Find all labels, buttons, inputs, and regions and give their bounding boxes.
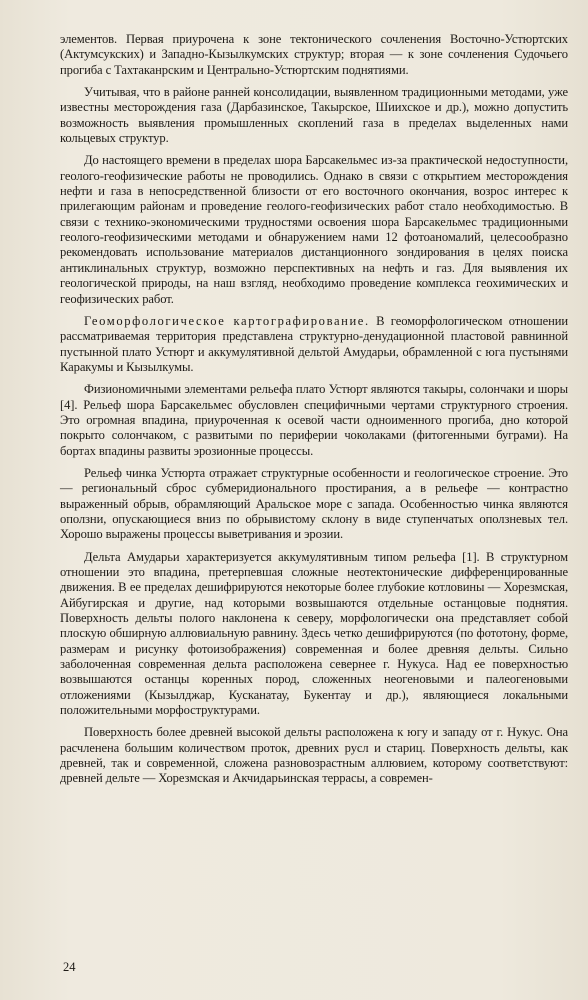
paragraph-8: Поверхность более древней высокой дельты расположена к югу и западу от г. Нукус. Она расчленена большим количеством проток, древних русл и стариц. Поверхность дельты, как древней, так и современной, сложена разновозрастным аллювием, которому соответствуют: древней дельте — Хорезмская и Акчидарьинская террасы, а современ- xyxy=(60,725,568,786)
page-number: 24 xyxy=(63,960,76,974)
paragraph-7: Дельта Амударьи характеризуется аккумулятивным типом рельефа [1]. В структурном отношении это впадина, претерпевшая сложные неотектонические дифференцированные движения. В ее пределах дешифрируются некоторые более глубокие котловины — Хорезмская, Айбугирская и другие, над которыми возвышаются отдельные останцовые поднятия. Поверхность дельты полого наклонена к северу, морфологически она представляет собой плоскую обширную аллювиальную равнину. Здесь четко дешифрируются (по фототону, форме, размерам и рисунку фотоизображения) современная и более древняя дельты. Сильно заболоченная современная дельта расположена севернее г. Нукуса. Над ее поверхностью возвышаются останцы коренных пород, сложенных неогеновыми и палеогеновыми отложениями (Кызылджар, Кусканатау, Букентау и др.), являющиеся локальными положительными морфоструктурами. xyxy=(60,549,568,718)
section-heading: Геоморфологическое картографирование. xyxy=(84,313,370,328)
paragraph-4 xyxy=(60,314,568,375)
paragraph-1: элементов. Первая приурочена к зоне тектонического сочленения Восточно-Устюртских (Актумсукских) и Западно-Кызылкумских структур; вторая — к зоне сочленения Судочьего прогиба с Тахтаканрским и Центрально-Устюртским поднятиями. xyxy=(60,32,568,77)
paragraph-4-body: В геоморфологическом отношении рассматриваемая территория представлена структурно-денудационной пластовой равнинной пустынной плато Устюрт и аккумулятивной дельтой Амударьи, обрамленной с юга пустынями Каракумы и Кызылкумы. xyxy=(60,313,568,374)
paragraph-3: До настоящего времени в пределах шора Барсакельмес из-за практической недоступности, геолого-геофизические работы не проводились. Однако в связи с открытием месторождения нефти и газа в непосредственной близости от его восточного окончания, возрос интерес к прилегающим районам и проведение геолого-геофизических работ стало необходимостью. В связи с технико-экономическими трудностями освоения шора Барсакельмес традиционными геолого-геофизическими методами и обнаружением нами 12 фотоаномалий, целесообразно рекомендовать использование материалов дистанционного зондирования в целях поиска антиклинальных структур, возможно перспективных на нефть и газ. Для выявления их геологической природы, на наш взгляд, необходимо проведение комплекса геохимических и геофизических работ. xyxy=(60,153,568,306)
body-text xyxy=(60,32,568,794)
paragraph-6: Рельеф чинка Устюрта отражает структурные особенности и геологическое строение. Это — региональный сброс субмеридионального простирания, а в рельефе — контрастно выраженный обрыв, обрамляющий Аральское море с запада. Особенностью чинка являются оползни, опускающиеся вниз по обрывистому склону в виде ступенчатых оползневых тел. Хорошо выражены процессы выветривания и эрозии. xyxy=(60,465,568,542)
paragraph-5: Физиономичными элементами рельефа плато Устюрт являются такыры, солончаки и шоры [4]. Рельеф шора Барсакельмес обусловлен специфичными чертами структурного строения. Это огромная впадина, приуроченная к осевой части одноименного прогиба, дно которой покрыто солончаком, с развитыми по периферии чоколаками (фитогенными буграми). На бортах впадины развиты эрозионные процессы. xyxy=(60,382,568,458)
paragraph-2: Учитывая, что в районе ранней консолидации, выявленном традиционными методами, уже известны месторождения газа (Дарбазинское, Такырское, Шиихское и др.), можно допустить возможность выявления промышленных скоплений газа в пределах выделенных нами кольцевых структур. xyxy=(60,85,568,146)
